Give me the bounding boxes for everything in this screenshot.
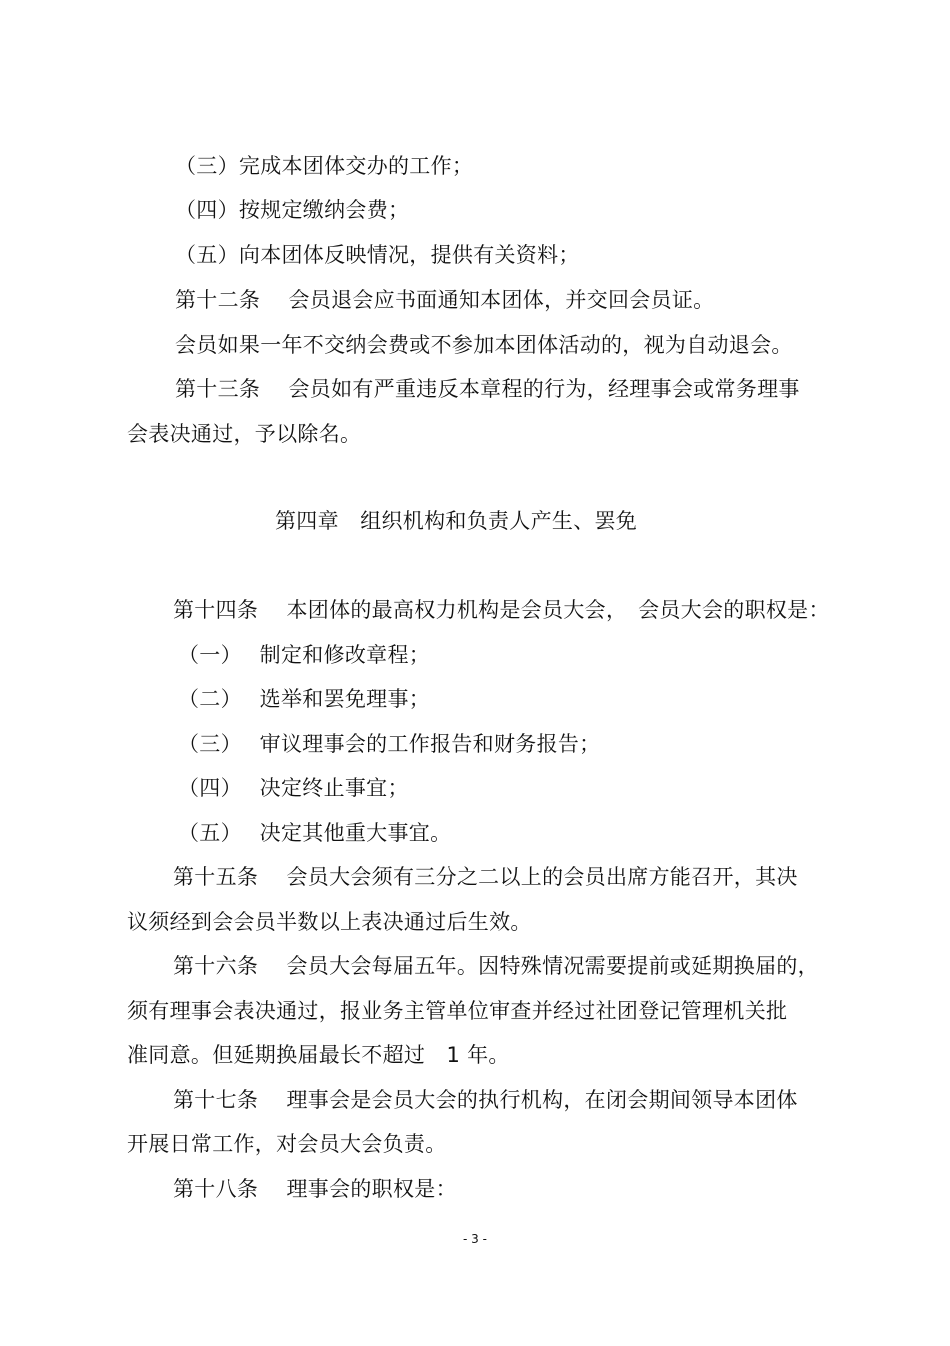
list-item: （四） 决定终止事宜； <box>178 776 409 800</box>
article-15: 第十五条 会员大会须有三分之二以上的会员出席方能召开，其决 <box>173 865 798 889</box>
list-item: （五） 决定其他重大事宜。 <box>178 821 452 845</box>
list-item: （三） 审议理事会的工作报告和财务报告； <box>178 732 601 756</box>
text-line: 会员如果一年不交纳会费或不参加本团体活动的，视为自动退会。 <box>175 333 793 357</box>
article-12: 第十二条 会员退会应书面通知本团体，并交回会员证。 <box>175 288 715 312</box>
text-line: 开展日常工作，对会员大会负责。 <box>127 1132 447 1156</box>
list-item: （二） 选举和罢免理事； <box>178 687 431 711</box>
article-16: 第十六条 会员大会每届五年。因特殊情况需要提前或延期换届的， <box>173 954 819 978</box>
text-line: 准同意。但延期换届最长不超过 1 年。 <box>127 1043 510 1067</box>
article-17: 第十七条 理事会是会员大会的执行机构，在闭会期间领导本团体 <box>173 1088 798 1112</box>
text-line: 须有理事会表决通过，报业务主管单位审查并经过社团登记管理机关批 <box>127 999 788 1023</box>
page-number: - 3 - <box>463 1232 487 1246</box>
text-line: 议须经到会会员半数以上表决通过后生效。 <box>127 910 532 934</box>
text-line: （五）向本团体反映情况，提供有关资料； <box>175 243 580 267</box>
chapter-heading: 第四章 组织机构和负责人产生、罢免 <box>275 509 638 533</box>
list-item: （一） 制定和修改章程； <box>178 643 431 667</box>
article-18: 第十八条 理事会的职权是： <box>173 1177 457 1201</box>
text-line: （三）完成本团体交办的工作； <box>175 154 474 178</box>
article-13: 第十三条 会员如有严重违反本章程的行为，经理事会或常务理事 <box>175 377 800 401</box>
text-line: 会表决通过，予以除名。 <box>127 422 362 446</box>
text-line: （四）按规定缴纳会费； <box>175 198 410 222</box>
article-14: 第十四条 本团体的最高权力机构是会员大会， 会员大会的职权是： <box>173 598 830 622</box>
